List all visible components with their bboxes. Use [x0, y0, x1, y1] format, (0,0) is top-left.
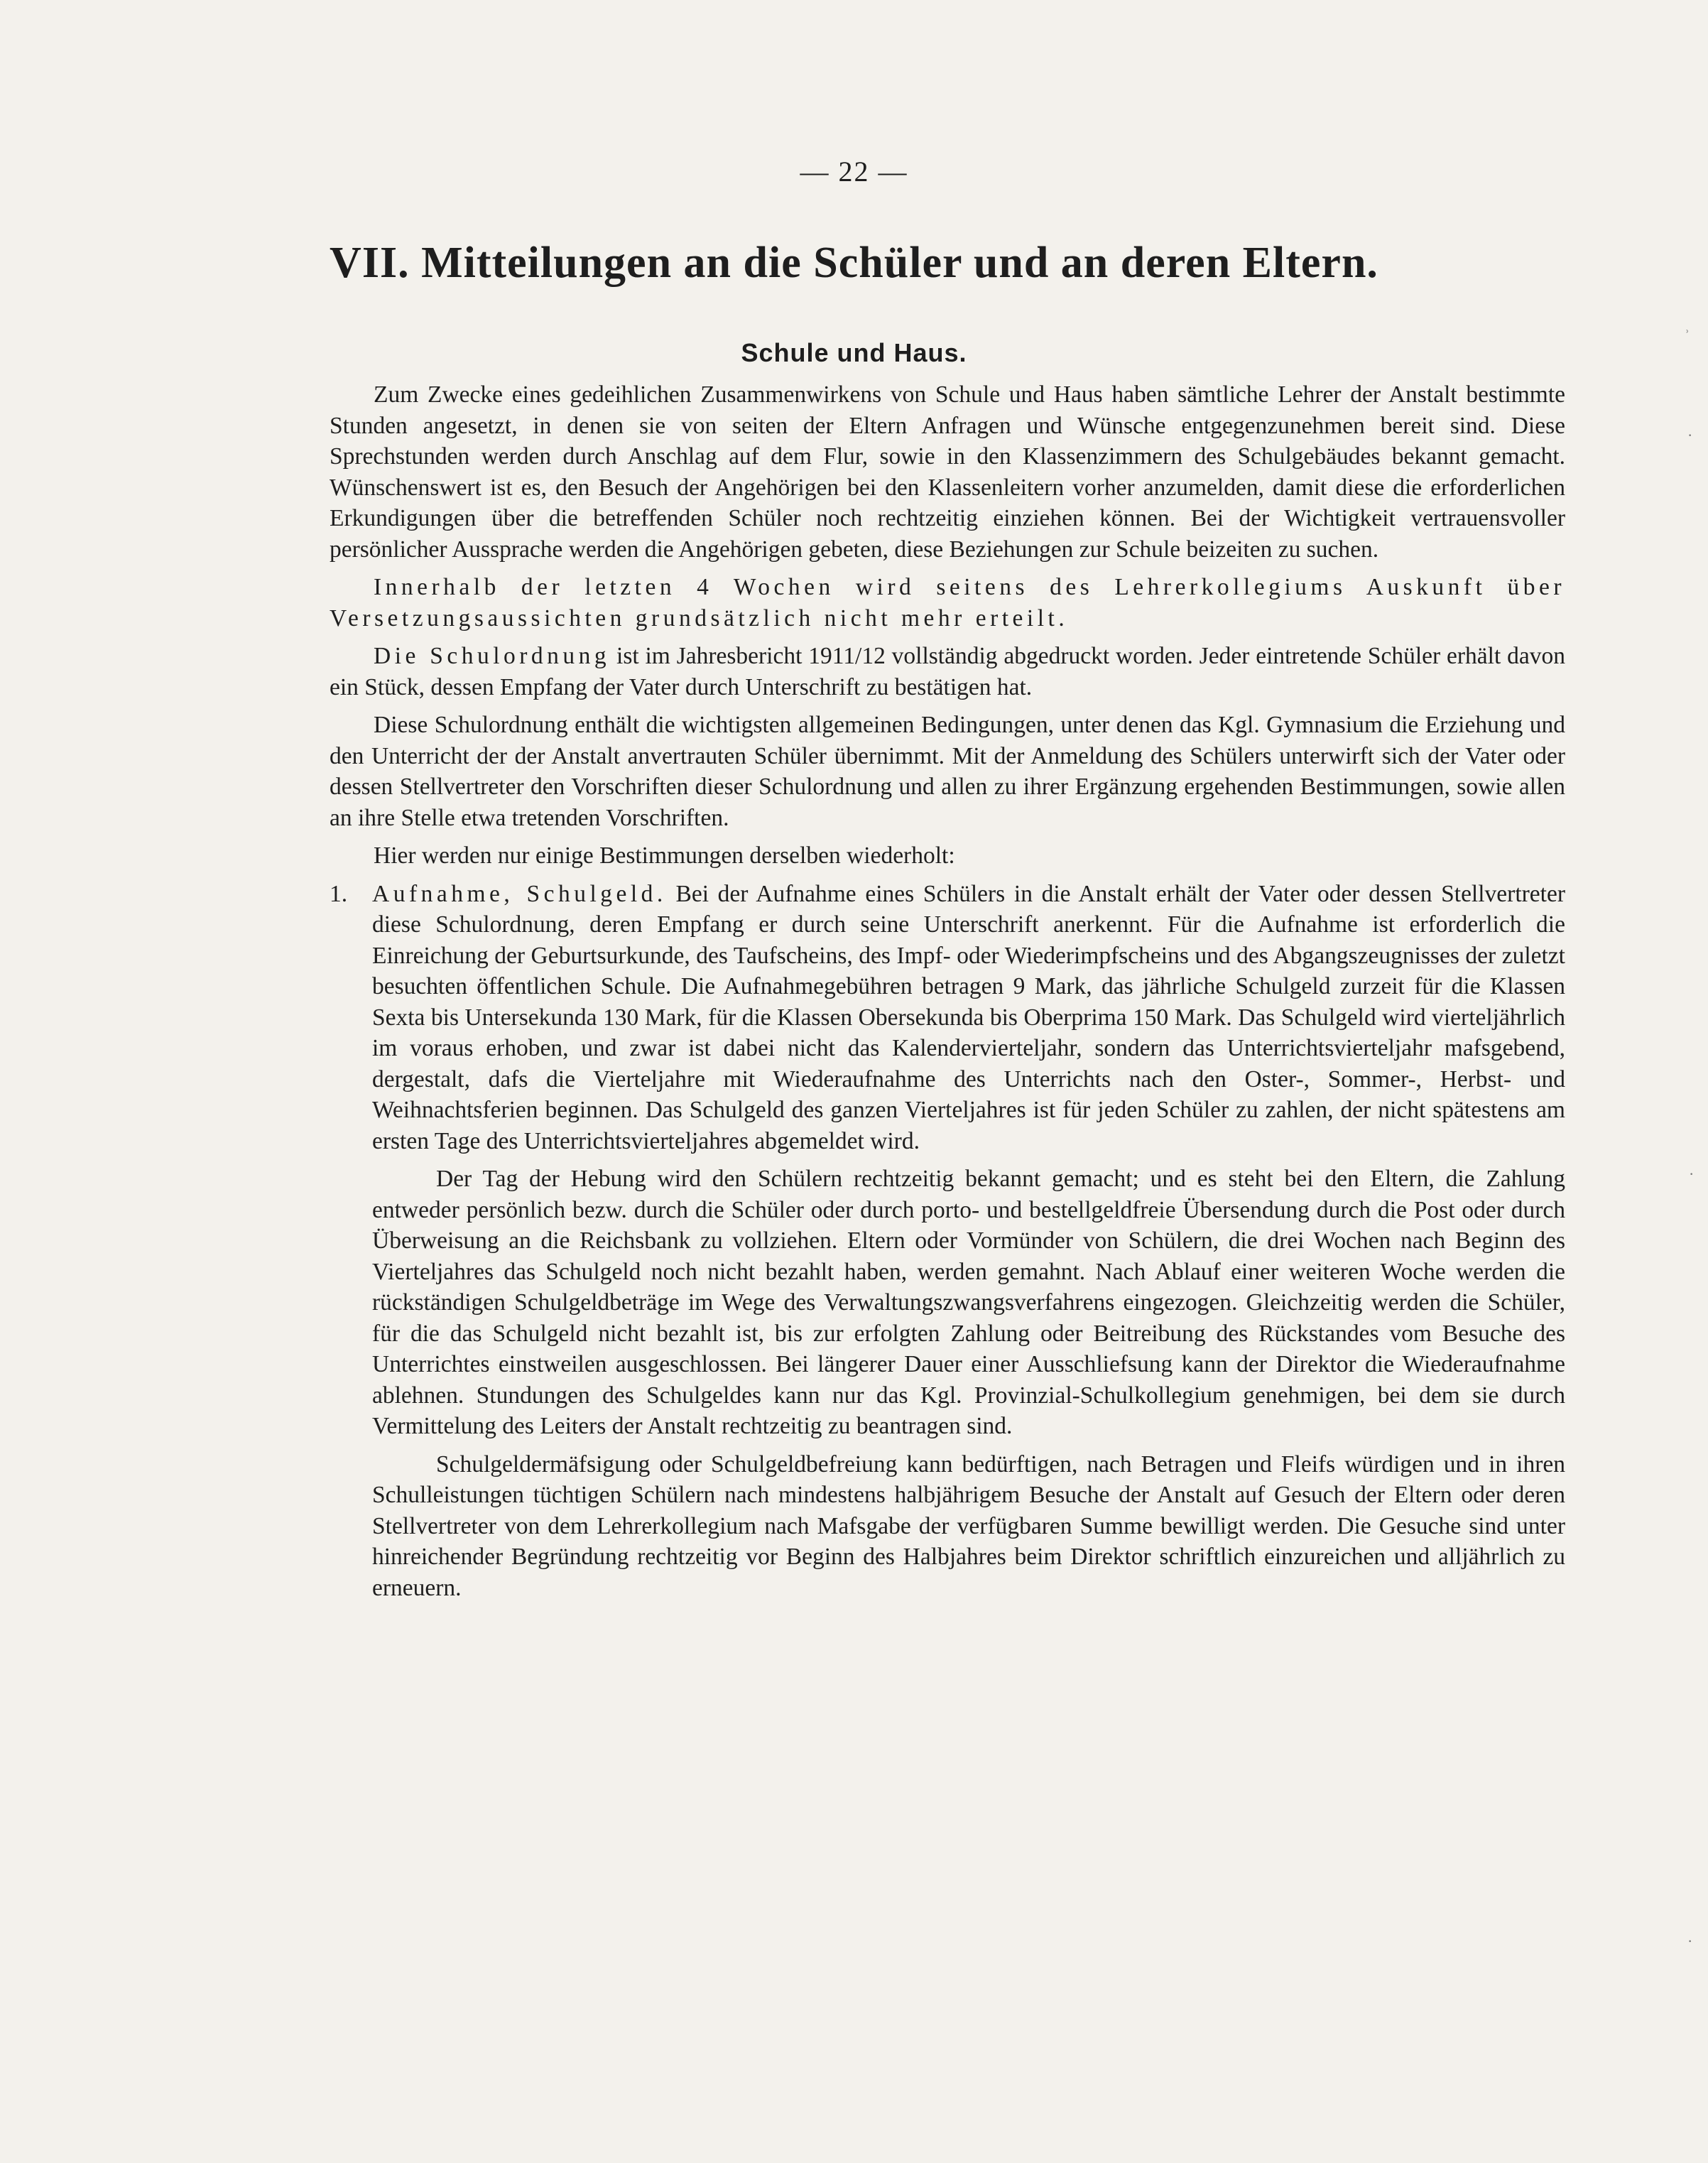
list-item-content [372, 879, 1565, 1157]
section-title: Schule und Haus. [741, 338, 967, 367]
sub-paragraphs [372, 1164, 1565, 1603]
paragraph-payment: Der Tag der Hebung wird den Schülern rechtzeitig bekannt gemacht; und es steht bei den Eltern, die Zahlung entweder persönlich bezw. durch die Schüler oder durch porto- und bestellgeldfreie Übersendung durch die Post oder durch Überweisung an die Reichsbank zu vollziehen. Eltern oder Vormünder von Schülern, die drei Wochen nach Beginn des Vierteljahres das Schulgeld noch nicht bezahlt haben, werden gemahnt. Nach Ablauf einer weiteren Woche werden die rückständigen Schulgeldbeträge im Wege des Verwaltungszwangsverfahrens eingezogen. Gleichzeitig werden die Schüler, für die das Schulgeld nicht bezahlt ist, bis zur erfolgten Zahlung oder Beitreibung des Rückstandes vom Besuche des Unterrichtes einstweilen ausgeschlossen. Bei längerer Dauer einer Ausschliefsung kann der Direktor die Wiederaufnahme ablehnen. Stundungen des Schulgeldes kann nur das Kgl. Provinzial-Schulkollegium genehmigen, bei dem sie durch Vermittelung des Leiters der Anstalt rechtzeitig zu beantragen sind. [372, 1166, 1565, 1439]
paragraph-rules-content: Diese Schulordnung enthält die wichtigsten allgemeinen Bedingungen, unter denen das Kgl. Gymnasium die Erziehung und den Unterricht der der Anstalt anvertrauten Schüler übernimmt. Mit der Anmeldung des Schülers unterwirft sich der Vater oder dessen Stellvertreter den Vorschriften dieser Schulordnung und allen zu ihrer Ergänzung ergehenden Bestimmungen, sowie allen an ihre Stelle etwa tretenden Vorschriften. [330, 712, 1565, 831]
paragraph-school-rules [330, 641, 1565, 703]
paragraph-school-and-home: Zum Zwecke eines gedeihlichen Zusammenwirkens von Schule und Haus haben sämtliche Lehrer der Anstalt bestimmte Stunden angesetzt, in denen sie von seiten der Eltern Anfragen und Wünsche entgegenzunehmen bereit sind. Diese Sprechstunden werden durch Anschlag auf dem Flur, sowie in den Klassenzimmern des Schulgebäudes bekannt gemacht. Wünschenswert ist es, den Besuch der Angehörigen bei den Klassenleitern vorher anzumelden, damit diese die erforderlichen Erkundigungen über die betreffenden Schüler noch rechtzeitig einziehen können. Bei der Wichtigkeit vertrauensvoller persönlicher Aussprache werden die Angehörigen gebeten, diese Beziehungen zur Schule beizeiten zu suchen. [330, 381, 1565, 563]
scan-speck: ʾ [1685, 327, 1690, 345]
scan-speck: · [1689, 1165, 1695, 1183]
list-item-heading: Aufnahme, Schulgeld. [372, 880, 667, 907]
paragraph-repeated-rules: Hier werden nur einige Bestimmungen derselben wiederholt: [374, 842, 955, 869]
document-body [330, 379, 1565, 1603]
scan-speck: · [1687, 1932, 1693, 1950]
school-rules-text: ist im Jahresbericht 1911/12 vollständig abgedruckt worden. Jeder eintretende Schüler erhält davon ein Stück, dessen Empfang der Vater durch Unterschrift zu bestätigen hat. [330, 643, 1565, 700]
school-rules-term: Die Schulordnung [374, 643, 611, 669]
list-item-admission [330, 879, 1565, 1157]
page-number: — 22 — [800, 156, 908, 188]
list-item-number: 1. [330, 880, 348, 907]
paragraph-fee-reduction: Schulgeldermäfsigung oder Schulgeldbefreiung kann bedürftigen, nach Betragen und Fleifs würdigen und in ihren Schulleistungen tüchtigen Schülern nach mindestens halbjährigem Besuche der Anstalt auf Gesuch der Eltern oder deren Stellvertreter von dem Lehrerkollegium nach Mafsgabe der verfügbaren Summe bewilligt werden. Die Gesuche sind unter hinreichender Begründung rechtzeitig vor Beginn des Halbjahres beim Direktor schriftlich einzureichen und alljährlich zu erneuern. [372, 1451, 1565, 1601]
chapter-title: VII. Mitteilungen an die Schüler und an deren Eltern. [330, 239, 1378, 287]
list-item-text: Bei der Aufnahme eines Schülers in die Anstalt erhält der Vater oder dessen Stellvertreter diese Schulordnung, deren Empfang er durch seine Unterschrift anerkennt. Für die Aufnahme ist erforderlich die Einreichung der Geburtsurkunde, des Taufscheins, des Impf- oder Wiederimpfscheins und des Abgangszeugnisses der zuletzt besuchten öffentlichen Schule. Die Aufnahmegebühren betragen 9 Mark, das jährliche Schulgeld zurzeit für die Klassen Sexta bis Untersekunda 130 Mark, für die Klassen Obersekunda bis Oberprima 150 Mark. Das Schulgeld wird vierteljährlich im voraus erhoben, und zwar ist dabei nicht das Kalendervierteljahr, sondern das Unterrichtsvierteljahr mafsgebend, dergestalt, dafs die Vierteljahre mit Wiederaufnahme des Unterrichts nach den Oster-, Sommer-, Herbst- und Weihnachtsferien beginnen. Das Schulgeld des ganzen Vierteljahres ist für jeden Schüler zu zahlen, der nicht spätestens am ersten Tage des Unterrichtsvierteljahres abgemeldet wird. [372, 880, 1565, 1154]
paragraph-no-information: Innerhalb der letzten 4 Wochen wird seitens des Lehrerkollegiums Auskunft über Versetzungsaussichten grundsätzlich nicht mehr erteilt. [330, 574, 1565, 631]
scan-speck: · [1687, 426, 1693, 444]
